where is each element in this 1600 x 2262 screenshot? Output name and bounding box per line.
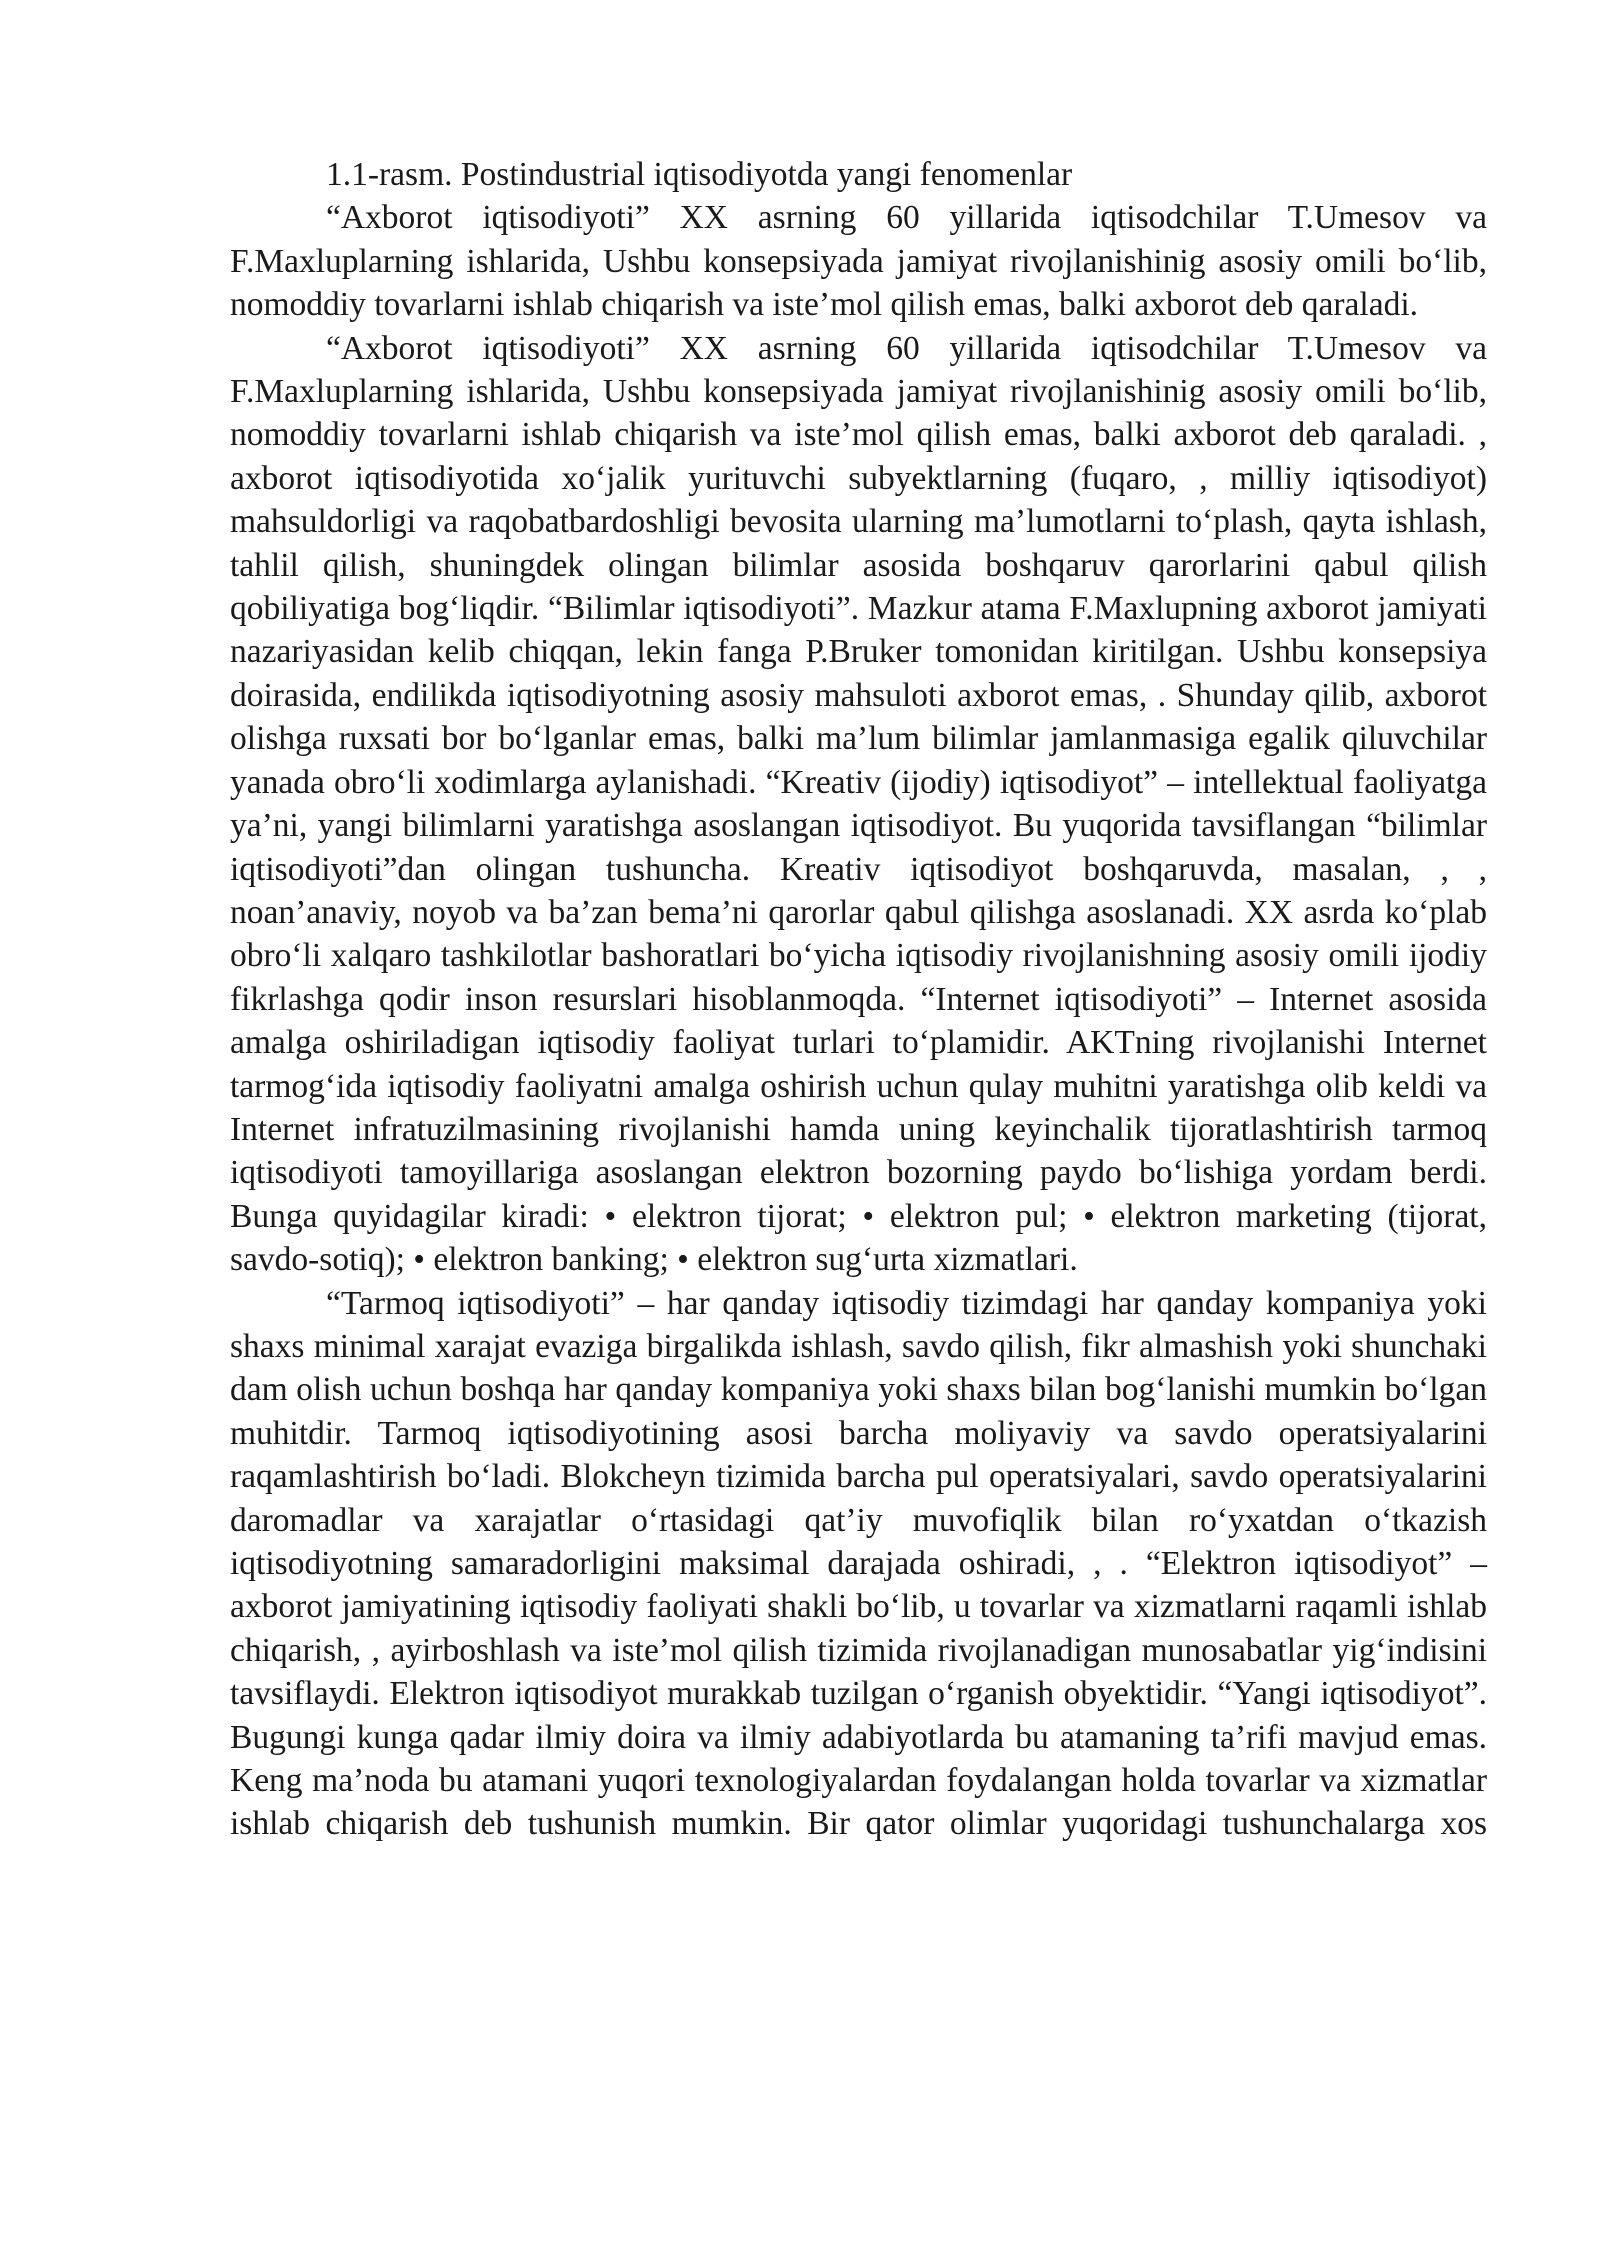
document-body — [230, 153, 1487, 1846]
paragraph-tarmoq-iqtisodiyoti: “Tarmoq iqtisodiyoti” – har qanday iqtisodiy tizimdagi har qanday kompaniya yoki shaxs minimal xarajat evaziga birgalikda ishlash, savdo qilish, fikr almashish yoki shunchaki dam olish uchun boshqa har qanday kompaniya yoki shaxs bilan bog‘lanishi mumkin bo‘lgan muhitdir. Tarmoq iqtisodiyotining asosi barcha moliyaviy va savdo operatsiyalarini raqamlashtirish bo‘ladi. Blokcheyn tizimida barcha pul operatsiyalari, savdo operatsiyalarini daromadlar va xarajatlar o‘rtasidagi qat’iy muvofiqlik bilan ro‘yxatdan o‘tkazish iqtisodiyotning samaradorligini maksimal darajada oshiradi, , . “Elektron iqtisodiyot” – axborot jamiyatining iqtisodiy faoliyati shakli bo‘lib, u tovarlar va xizmatlarni raqamli ishlab chiqarish, , ayirboshlash va iste’mol qilish tizimida rivojlanadigan munosabatlar yig‘indisini tavsiflaydi. Elektron iqtisodiyot murakkab tuzilgan o‘rganish obyektidir. “Yangi iqtisodiyot”. Bugungi kunga qadar ilmiy doira va ilmiy adabiyotlarda bu atamaning ta’rifi mavjud emas. Keng ma’noda bu atamani yuqori texnologiyalardan foydalangan holda tovarlar va xizmatlar ishlab chiqarish deb tushunish mumkin. Bir qator olimlar yuqoridagi tushunchalarga xos — [230, 1284, 1487, 1843]
paragraph-axborot-iqtisodiyoti-detail: “Axborot iqtisodiyoti” XX asrning 60 yillarida iqtisodchilar T.Umesov va F.Maxluplarning ishlarida, Ushbu konsepsiyada jamiyat rivojlanishinig asosiy omili bo‘lib, nomoddiy tovarlarni ishlab chiqarish va iste’mol qilish emas, balki axborot deb qaraladi. , axborot iqtisodiyotida xo‘jalik yurituvchi subyektlarning (fuqaro, , milliy iqtisodiyot) mahsuldorligi va raqobatbardoshligi bevosita ularning ma’lumotlarni to‘plash, qayta ishlash, tahlil qilish, shuningdek olingan bilimlar asosida boshqaruv qarorlarini qabul qilish qobiliyatiga bog‘liqdir. “Bilimlar iqtisodiyoti”. Mazkur atama F.Maxlupning axborot jamiyati nazariyasidan kelib chiqqan, lekin fanga P.Bruker tomonidan kiritilgan. Ushbu konsepsiya doirasida, endilikda iqtisodiyotning asosiy mahsuloti axborot emas, . Shunday qilib, axborot olishga ruxsati bor bo‘lganlar emas, balki ma’lum bilimlar jamlanmasiga egalik qiluvchilar yanada obro‘li xodimlarga aylanishadi. “Kreativ (ijodiy) iqtisodiyot” – intellektual faoliyatga ya’ni, yangi bilimlarni yaratishga asoslangan iqtisodiyot. Bu yuqorida tavsiflangan “bilimlar iqtisodiyoti”dan olingan tushuncha. Kreativ iqtisodiyot boshqaruvda, masalan, , , noan’anaviy, noyob va ba’zan bema’ni qarorlar qabul qilishga asoslanadi. XX asrda ko‘plab obro‘li xalqaro tashkilotlar bashoratlari bo‘yicha iqtisodiy rivojlanishning asosiy omili ijodiy fikrlashga qodir inson resurslari hisoblanmoqda. “Internet iqtisodiyoti” – Internet asosida amalga oshiriladigan iqtisodiy faoliyat turlari to‘plamidir. AKTning rivojlanishi Internet tarmog‘ida iqtisodiy faoliyatni amalga oshirish uchun qulay muhitni yaratishga olib keldi va Internet infratuzilmasining rivojlanishi hamda uning keyinchalik tijoratlashtirish tarmoq iqtisodiyoti tamoyillariga asoslangan elektron bozorning paydo bo‘lishiga yordam berdi. Bunga quyidagilar kiradi: • elektron tijorat; • elektron pul; • elektron marketing (tijorat, savdo-sotiq); • elektron banking; • elektron sug‘urta xizmatlari. — [230, 329, 1487, 1279]
paragraph-axborot-iqtisodiyoti-intro: “Axborot iqtisodiyoti” XX asrning 60 yillarida iqtisodchilar T.Umesov va F.Maxluplarning ishlarida, Ushbu konsepsiyada jamiyat rivojlanishinig asosiy omili bo‘lib, nomoddiy tovarlarni ishlab chiqarish va iste’mol qilish emas, balki axborot deb qaraladi. — [230, 199, 1487, 324]
figure-caption: 1.1-rasm. Postindustrial iqtisodiyotda yangi fenomenlar — [326, 156, 1073, 193]
